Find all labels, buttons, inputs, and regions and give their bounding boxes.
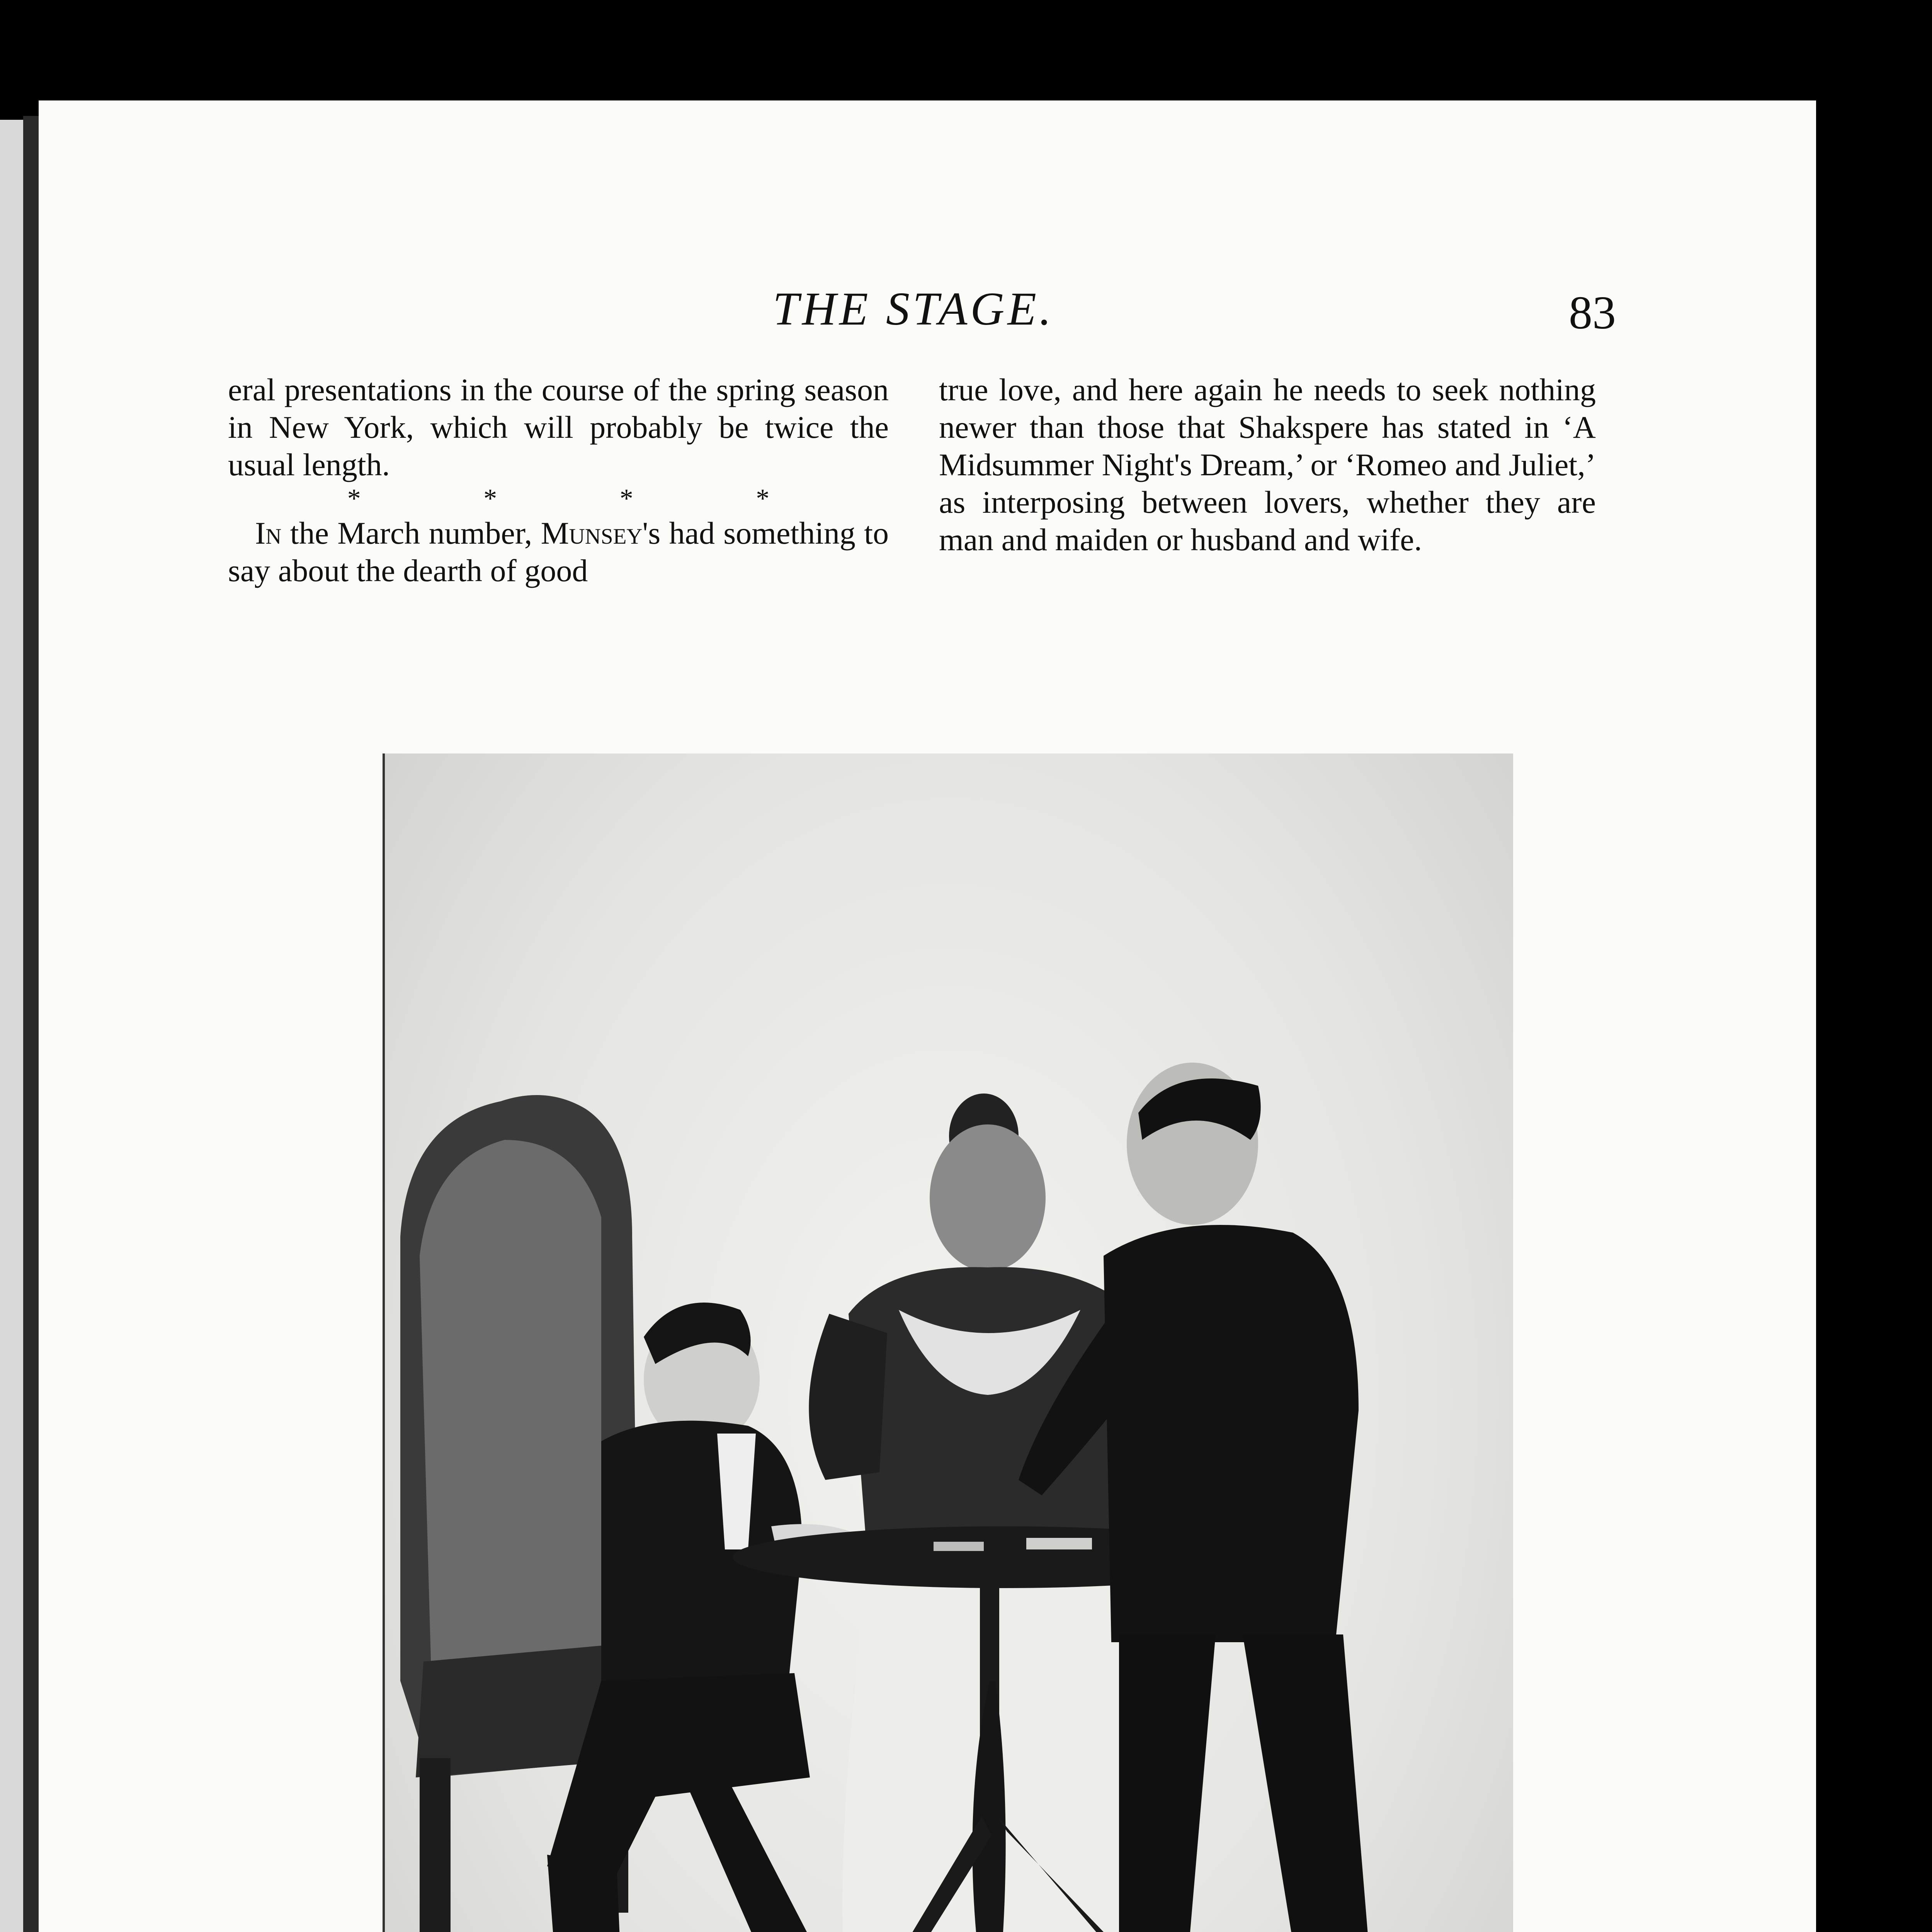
scan-edge-shadow — [23, 116, 39, 1932]
scan-edge — [0, 120, 23, 1932]
running-head: THE STAGE. — [773, 283, 1054, 335]
paragraph: In the March number, Munsey's had something to say about the dearth of good — [228, 515, 889, 588]
magazine-name: Munsey — [541, 515, 643, 551]
paragraph: true love, and here again he needs to seek nothing newer than those that Shakspere has stated in ‘A Midsummer Night's Dream,’ or ‘Romeo and Juliet,’ as interposing between lovers, whether they are man and maiden or husband and wife. — [939, 372, 1596, 557]
top-left-column — [228, 371, 889, 589]
magazine-page — [39, 100, 1816, 1932]
drop-lead: In — [255, 515, 282, 551]
card-scene-photograph — [383, 753, 1513, 1932]
photo-illustration — [385, 753, 1513, 1932]
section-break: * * * * — [347, 484, 828, 514]
page-number: 83 — [1569, 287, 1616, 339]
paragraph: eral presentations in the course of the spring season in New York, which will probably be twice the usual length. — [228, 372, 889, 482]
top-right-column — [939, 371, 1596, 558]
